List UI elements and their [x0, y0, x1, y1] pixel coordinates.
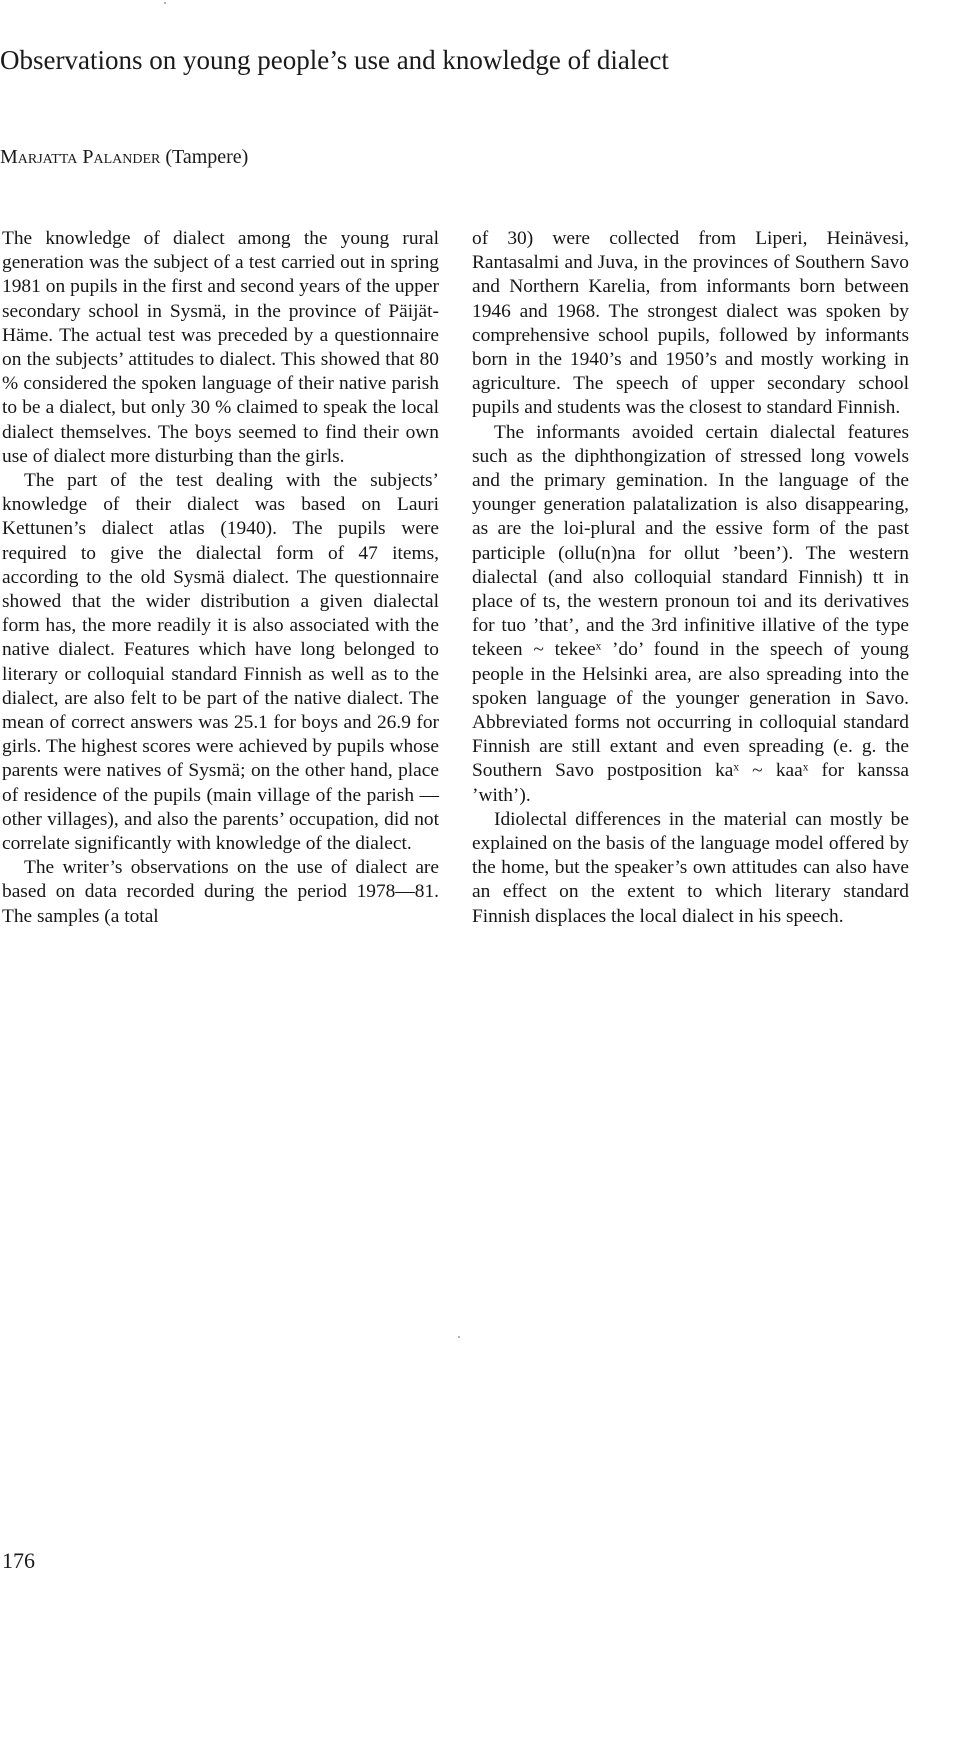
author-name: Marjatta Palander — [0, 146, 161, 168]
author-affiliation: (Tampere) — [165, 146, 249, 168]
right-paragraph-2: The informants avoided certain dialectal features such as the diphthongization of stressed long vowels and the primary gemination. In the language of the younger generation palatalization is also disappearing, as are the loi-plural and the essive form of the past participle (ollu(n)na for ollut ’been’). The western dialectal (and also colloquial standard Finnish) tt in place of ts, the western pronoun toi and its derivatives for tuo ’that’, and the 3rd infinitive illative of the type tekeen ~ tekeeˣ ’do’ found in the speech of young people in the Helsinki area, are also spreading into the spoken language of the younger generation in Savo. Abbreviated forms not occurring in colloquial standard Finnish are still extant and even spreading (e. g. the Southern Savo postposition kaˣ ~ kaaˣ for kanssa ’with’). — [472, 421, 909, 806]
left-paragraph-3: The writer’s observations on the use of dialect are based on data recorded during the period 1978—81. The samples (a total — [2, 857, 439, 927]
article-title: Observations on young people’s use and knowledge of dialect — [0, 45, 669, 75]
right-paragraph-3: Idiolectal differences in the material can mostly be explained on the basis of the language model offered by the home, but the speaker’s own attitudes can also have an effect on the extent to which literary standard Finnish displaces the local dialect in his speech. — [472, 808, 909, 927]
left-paragraph-2: The part of the test dealing with the subjects’ knowledge of their dialect was based on Lauri Kettunen’s dialect atlas (1940). The pupils were required to give the dialectal form of 47 items, according to the old Sysmä dialect. The questionnaire showed that the wider distribution a given dialectal form has, the more readily it is also associated with the native dialect. Features which have long belonged to literary or colloquial standard Finnish as well as to the dialect, are also felt to be part of the native dialect. The mean of correct answers was 25.1 for boys and 26.9 for girls. The highest scores were achieved by pupils whose parents were natives of Sysmä; on the other hand, place of residence of the pupils (main village of the parish — other villages), and also the parents’ occupation, did not correlate significantly with knowledge of the dialect. — [2, 470, 439, 855]
scan-speck — [164, 2, 166, 4]
author-line — [0, 145, 248, 169]
left-paragraph-1: The knowledge of dialect among the young rural generation was the subject of a test carried out in spring 1981 on pupils in the first and second years of the upper secondary school in Sysmä, in the province of Päijät-Häme. The actual test was preceded by a questionnaire on the subjects’ attitudes to dialect. This showed that 80 % considered the spoken language of their native parish to be a dialect, but only 30 % claimed to speak the local dialect themselves. The boys seemed to find their own use of dialect more disturbing than the girls. — [2, 228, 439, 467]
left-column — [2, 227, 439, 929]
right-paragraph-1: of 30) were collected from Liperi, Heinävesi, Rantasalmi and Juva, in the provinces of Southern Savo and Northern Karelia, from informants born between 1946 and 1968. The strongest dialect was spoken by comprehensive school pupils, followed by informants born in the 1940’s and 1950’s and mostly working in agriculture. The speech of upper secondary school pupils and students was the closest to standard Finnish. — [472, 228, 909, 419]
scan-speck — [458, 1336, 460, 1338]
right-column — [472, 227, 909, 929]
page-number: 176 — [2, 1548, 35, 1573]
